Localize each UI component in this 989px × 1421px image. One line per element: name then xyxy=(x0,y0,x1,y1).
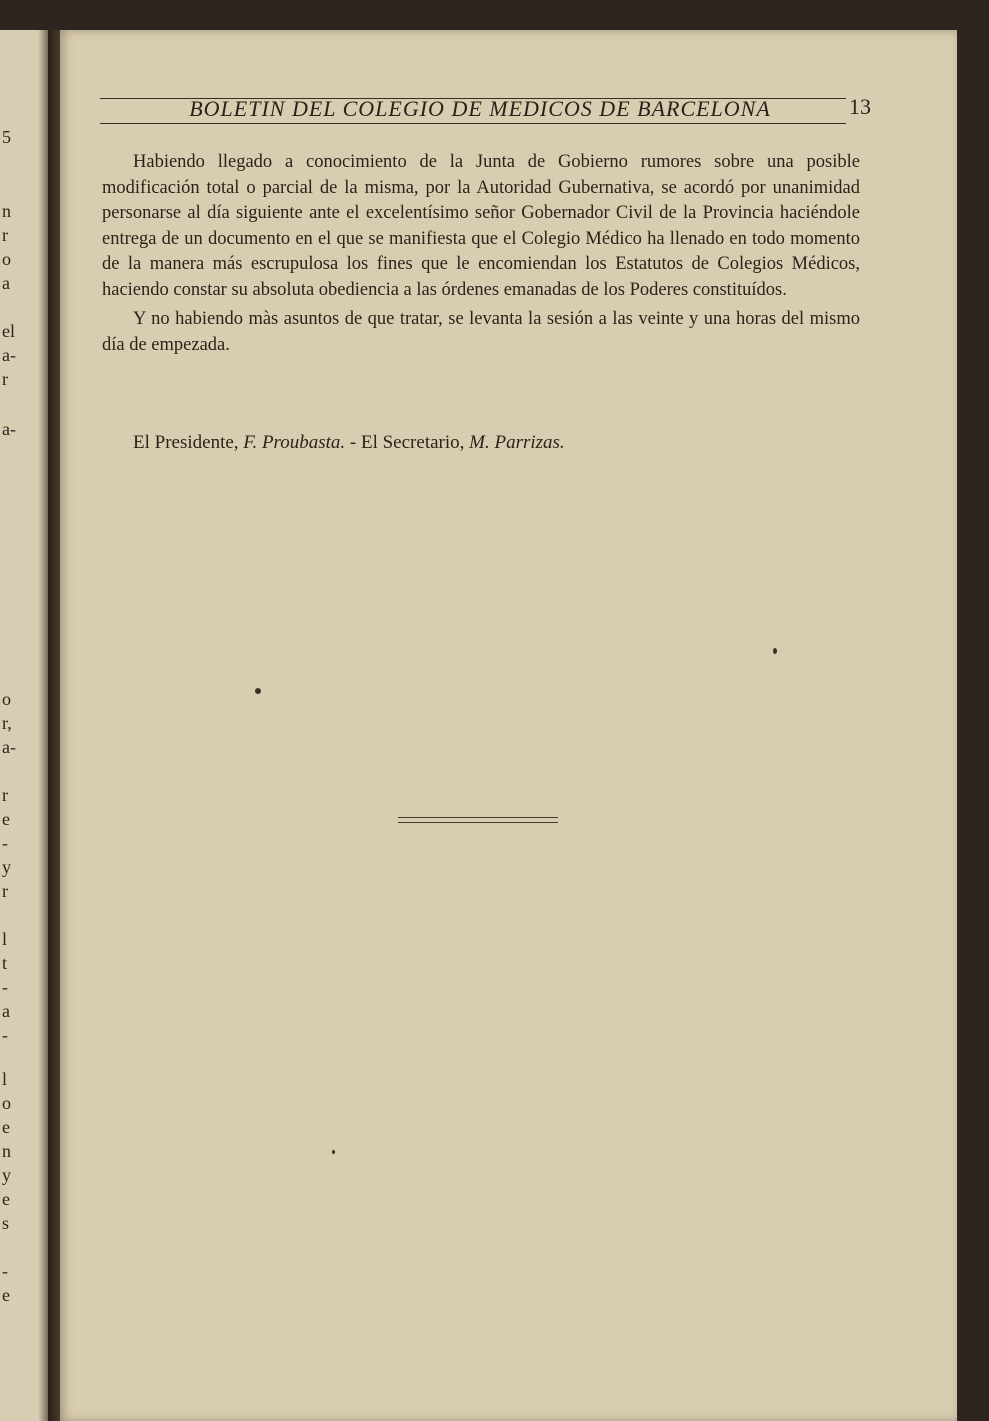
previous-page-letter: e xyxy=(2,809,10,829)
previous-page-letter: o xyxy=(2,689,11,709)
body-text xyxy=(102,150,860,358)
previous-page-letter: a- xyxy=(2,737,16,757)
previous-page-edge xyxy=(0,30,48,1421)
president-title: El Presidente, xyxy=(133,432,239,453)
previous-page-letter: n xyxy=(2,1141,11,1161)
previous-page-letter: l xyxy=(2,929,8,949)
previous-page-letter: r xyxy=(2,785,8,805)
document-page xyxy=(60,30,957,1421)
previous-page-letter: y xyxy=(2,857,11,877)
previous-page-letter: a- xyxy=(2,419,16,439)
end-ornament-rule xyxy=(398,817,558,823)
paragraph: Y no habiendo màs asuntos de que tratar, se levanta la sesión a las veinte y una horas del mismo día de empezada. xyxy=(102,309,860,355)
paragraph: Habiendo llegado a conocimiento de la Junta de Gobierno rumores sobre una posible modificación total o parcial de la misma, por la Autoridad Gubernativa, se acordó por unanimidad personarse al día siguiente ante el excelentísimo señor Gobernador Civil de la Provincia haciéndole entrega de un documento en el que se manifiesta que el Colegio Médico ha llenado en todo momento de la manera más escrupulosa los fines que le encomiendan los Estatutos de Colegios Médicos, haciendo constar su absoluta obediencia a las órdenes emanadas de los Poderes constituídos. xyxy=(102,152,860,300)
previous-page-shadow xyxy=(38,30,48,1421)
previous-page-letter: - xyxy=(2,1261,8,1281)
previous-page-letter: - xyxy=(2,1025,8,1045)
previous-page-letter: 5 xyxy=(2,127,11,147)
paper-speck xyxy=(255,688,261,694)
previous-page-letter: r, xyxy=(2,713,12,733)
signature-line xyxy=(133,432,565,454)
previous-page-letter: - xyxy=(2,833,8,853)
president-name: F. Proubasta. xyxy=(243,432,346,453)
book-gutter xyxy=(48,30,60,1421)
previous-page-letter: el xyxy=(2,321,15,341)
previous-page-letter: y xyxy=(2,1165,11,1185)
previous-page-letter: s xyxy=(2,1213,10,1233)
previous-page-letter: e xyxy=(2,1285,10,1305)
paper-speck xyxy=(773,648,777,654)
previous-page-letter: r xyxy=(2,881,8,901)
previous-page-letter: r xyxy=(2,225,8,245)
paper-speck xyxy=(332,1150,335,1154)
secretary-name: M. Parrizas. xyxy=(469,432,565,453)
previous-page-letter: a xyxy=(2,273,10,293)
previous-page-letter: l xyxy=(2,1069,8,1089)
previous-page-letter: e xyxy=(2,1189,10,1209)
previous-page-letter: n xyxy=(2,201,11,221)
previous-page-letter: r xyxy=(2,369,8,389)
previous-page-letter: a xyxy=(2,1001,10,1021)
page-number: 13 xyxy=(849,94,871,119)
previous-page-letter: t xyxy=(2,953,8,973)
previous-page-letter: e xyxy=(2,1117,10,1137)
previous-page-letter: o xyxy=(2,1093,11,1113)
previous-page-letter: o xyxy=(2,249,11,269)
running-title: BOLETIN DEL COLEGIO DE MEDICOS DE BARCELONA xyxy=(189,96,771,121)
header-rule-bottom xyxy=(100,123,846,124)
previous-page-letter: - xyxy=(2,977,8,997)
signature-separator: - xyxy=(349,432,357,453)
secretary-title: El Secretario, xyxy=(360,432,465,453)
previous-page-letter: a- xyxy=(2,345,16,365)
